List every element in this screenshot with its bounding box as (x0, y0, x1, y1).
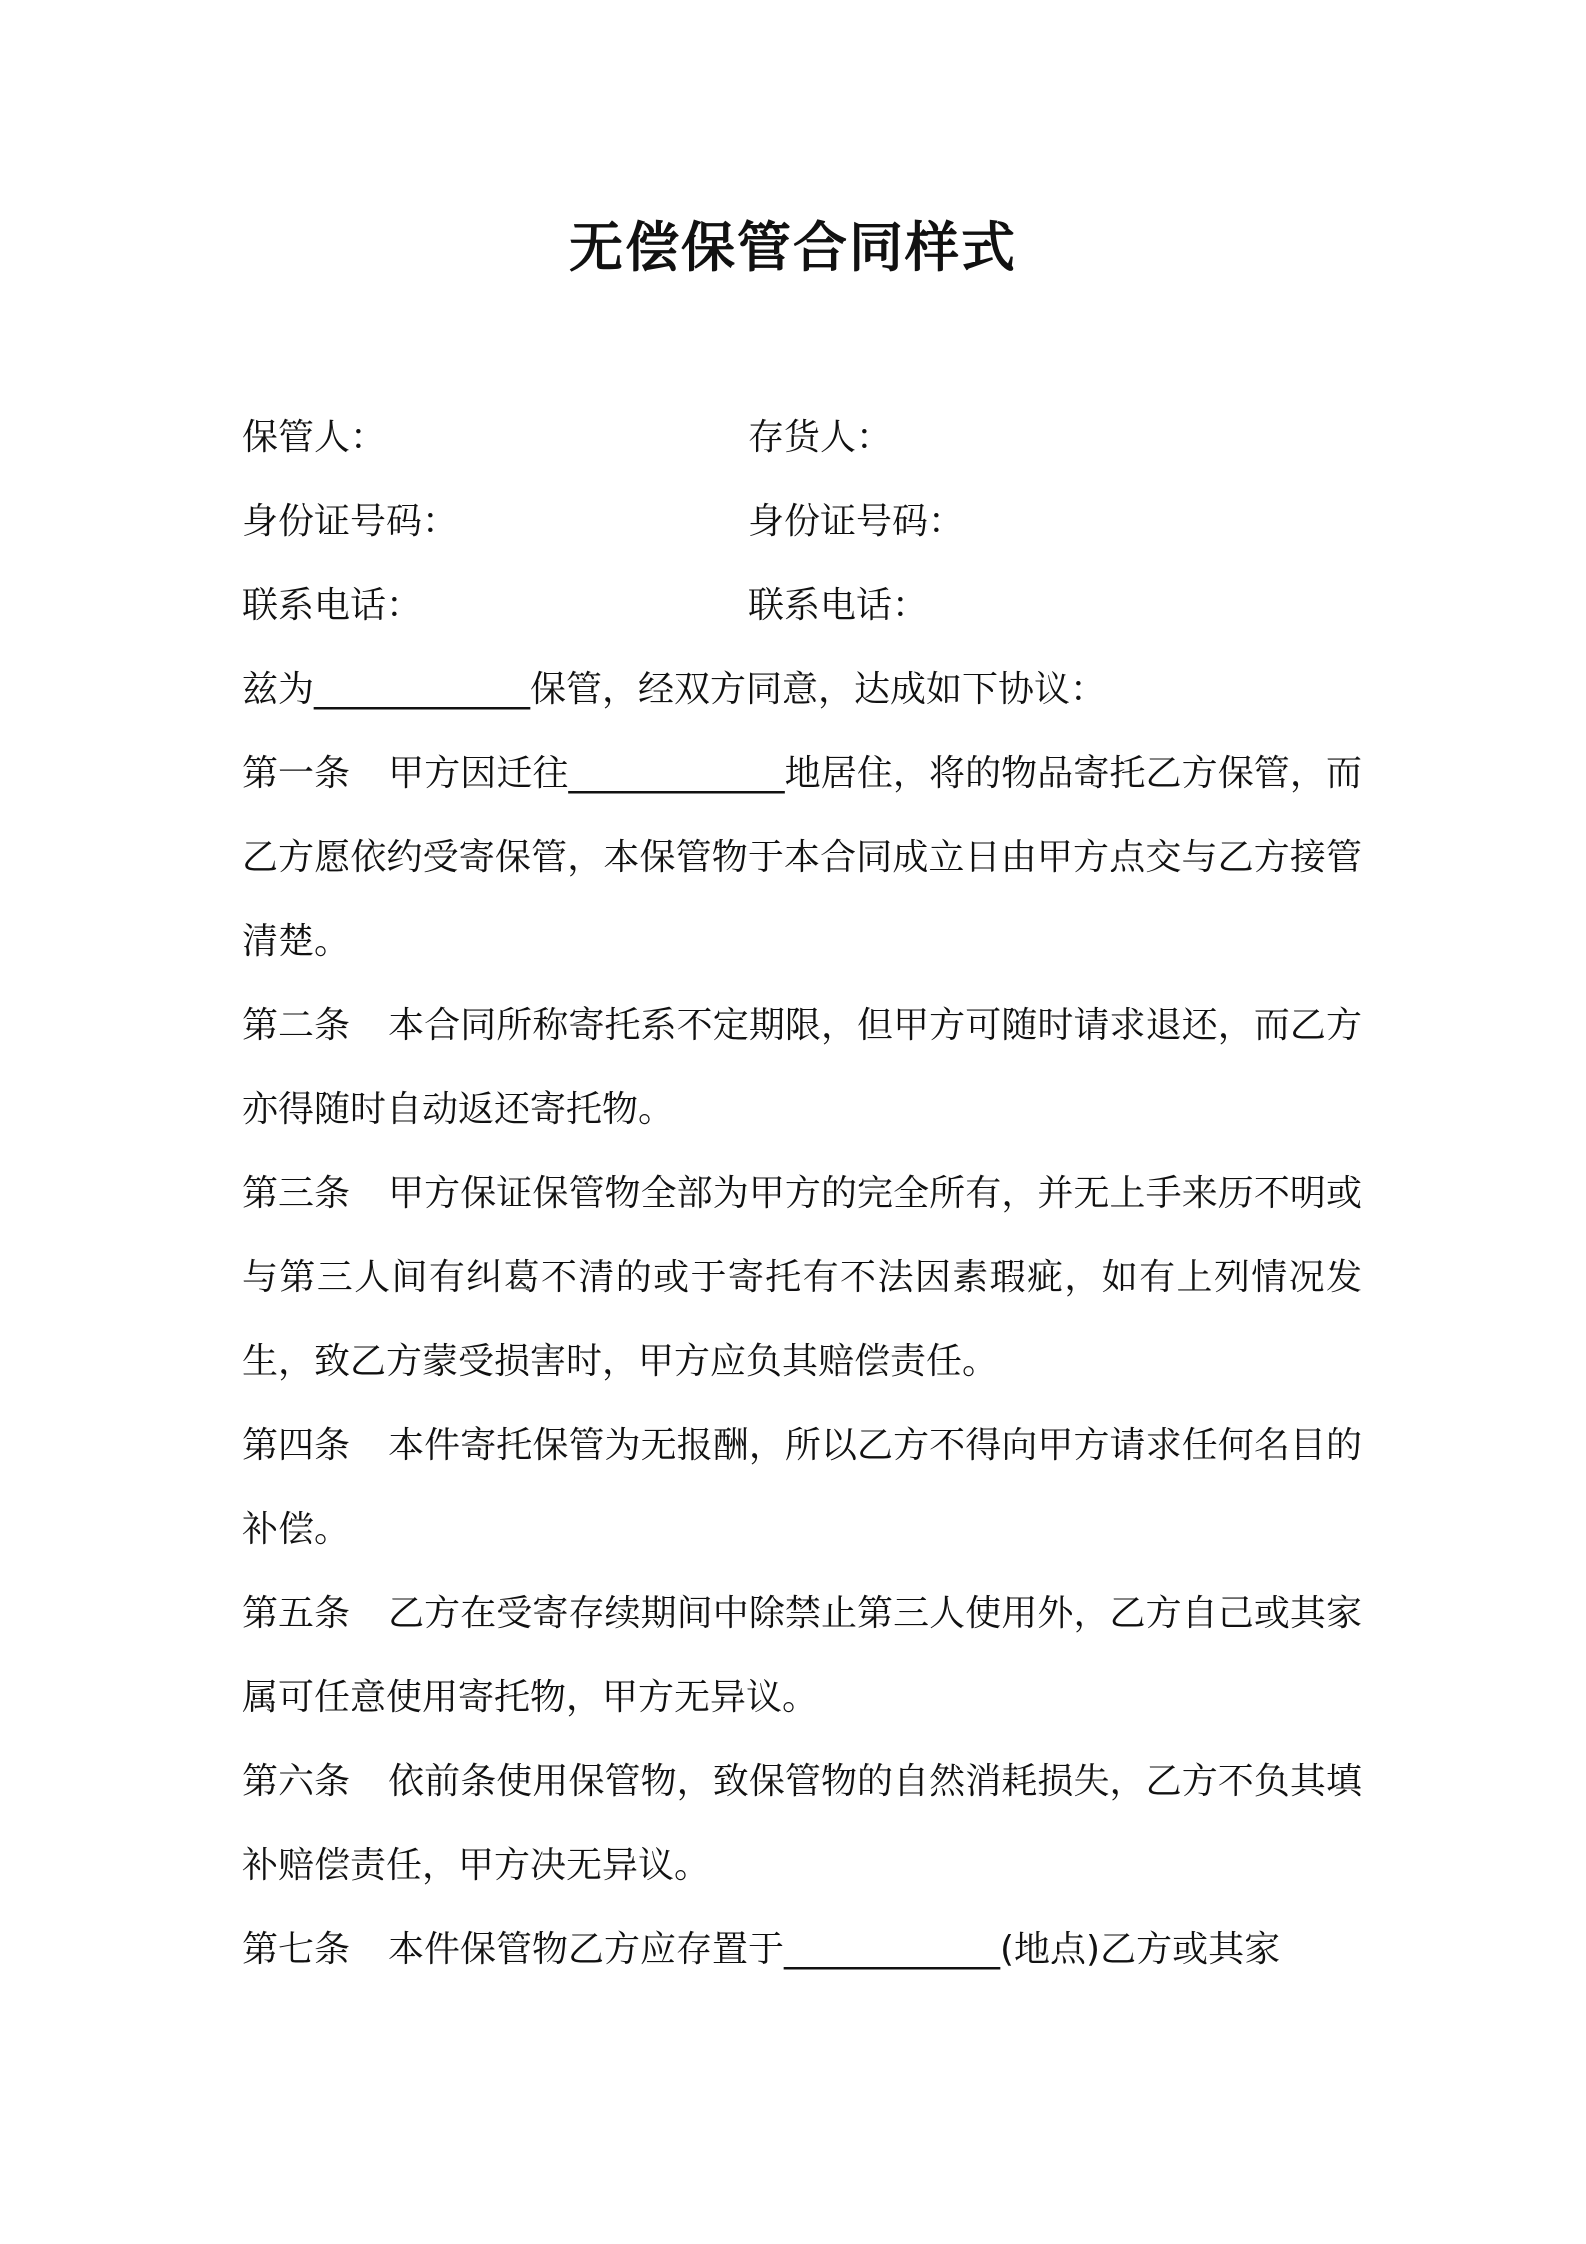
depositor-label: 存货人： (748, 417, 893, 458)
article-2-label: 第二条 (242, 1005, 351, 1046)
article-3 (242, 1152, 1362, 1404)
article-1-label: 第一条 (242, 753, 351, 794)
article-6-label: 第六条 (242, 1761, 351, 1802)
intro-paragraph: 兹为____________保管，经双方同意，达成如下协议： (242, 669, 1107, 710)
party-row-id (242, 480, 1362, 564)
article-1-text: 甲方因迁往____________地居住，将的物品寄托乙方保管，而乙方愿依约受寄保管，本保管物于本合同成立日由甲方点交与乙方接管清楚。 (242, 753, 1362, 962)
article-7-text: 本件保管物乙方应存置于____________(地点)乙方或其家 (388, 1929, 1281, 1970)
article-2-text: 本合同所称寄托系不定期限，但甲方可随时请求退还，而乙方亦得随时自动返还寄托物。 (242, 1005, 1362, 1130)
article-1 (242, 732, 1362, 984)
article-4-label: 第四条 (242, 1425, 351, 1466)
article-4-text: 本件寄托保管为无报酬，所以乙方不得向甲方请求任何名目的补偿。 (242, 1425, 1362, 1550)
article-7-label: 第七条 (242, 1929, 351, 1970)
article-2 (242, 984, 1362, 1152)
article-5-label: 第五条 (242, 1593, 351, 1634)
custodian-label: 保管人： (242, 417, 387, 458)
custodian-id-label: 身份证号码： (242, 501, 459, 542)
article-5-text: 乙方在受寄存续期间中除禁止第三人使用外，乙方自己或其家属可任意使用寄托物，甲方无异议。 (242, 1593, 1362, 1718)
depositor-phone-label: 联系电话： (748, 585, 929, 626)
article-3-label: 第三条 (242, 1173, 351, 1214)
depositor-id-label: 身份证号码： (748, 501, 965, 542)
custodian-phone-label: 联系电话： (242, 585, 423, 626)
article-7 (242, 1908, 1362, 1992)
document-title: 无偿保管合同样式 (569, 216, 1017, 279)
article-5 (242, 1572, 1362, 1740)
article-6-text: 依前条使用保管物，致保管物的自然消耗损失，乙方不负其填补赔偿责任，甲方决无异议。 (242, 1761, 1362, 1886)
article-4 (242, 1404, 1362, 1572)
article-3-text: 甲方保证保管物全部为甲方的完全所有，并无上手来历不明或与第三人间有纠葛不清的或于寄托有不法因素瑕疵，如有上列情况发生，致乙方蒙受损害时，甲方应负其赔偿责任。 (242, 1173, 1362, 1382)
article-6 (242, 1740, 1362, 1908)
party-row-phone (242, 564, 1362, 648)
contract-body (242, 648, 1362, 1992)
party-row-custodian (242, 396, 1362, 480)
